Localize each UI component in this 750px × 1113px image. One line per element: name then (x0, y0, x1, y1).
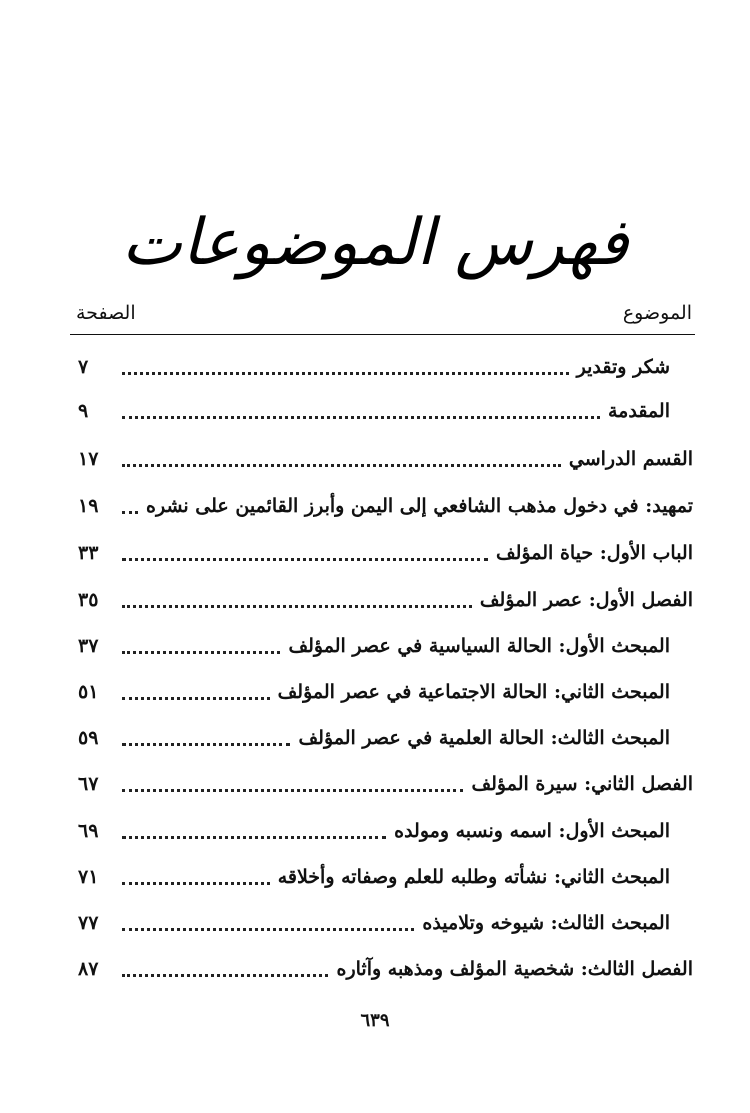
toc-entry (78, 442, 693, 476)
toc-entry-label: الباب الأول: حياة المؤلف (496, 542, 693, 564)
dot-leader (122, 651, 280, 654)
toc-entry-page: ٧ (78, 356, 89, 378)
page-number: ٦٣٩ (360, 1010, 390, 1031)
toc-entry-page: ٥٩ (78, 727, 99, 749)
dot-leader (122, 928, 414, 931)
toc-entry (78, 536, 693, 570)
dot-leader (122, 697, 270, 700)
toc-entry-page: ٧١ (78, 866, 99, 888)
toc-entry-label: المبحث الثالث: الحالة العلمية في عصر المؤلف (298, 727, 670, 749)
toc-entry-page: ٨٧ (78, 958, 99, 980)
toc-entry-label: المبحث الثاني: نشأته وطلبه للعلم وصفاته وأخلاقه (277, 866, 670, 888)
column-headers (60, 302, 692, 332)
toc-entry-label: المقدمة (607, 400, 670, 422)
toc-entry-label: القسم الدراسي (568, 448, 693, 470)
dot-leader (122, 372, 569, 375)
toc-entry (78, 394, 670, 428)
toc-entry (78, 860, 670, 894)
toc-entry-page: ٦٩ (78, 820, 99, 842)
toc-entry-label: شكر وتقدير (576, 356, 670, 378)
dot-leader (122, 464, 561, 467)
page-column-header: الصفحة (76, 302, 136, 324)
toc-entry-label: الفصل الثاني: سيرة المؤلف (471, 773, 693, 795)
toc-entry (78, 583, 693, 617)
toc-entry-label: المبحث الأول: اسمه ونسبه ومولده (394, 820, 670, 842)
toc-entry (78, 629, 670, 663)
dot-leader (122, 605, 472, 608)
dot-leader (122, 558, 488, 561)
toc-entry (78, 350, 670, 384)
toc-entry-page: ٦٧ (78, 773, 99, 795)
dot-leader (122, 511, 138, 514)
toc-entry-label: الفصل الثالث: شخصية المؤلف ومذهبه وآثاره (336, 958, 693, 980)
toc-entry (78, 952, 693, 986)
toc-entry (78, 721, 670, 755)
toc-entry (78, 906, 670, 940)
dot-leader (122, 974, 328, 977)
toc-entry-label: المبحث الأول: الحالة السياسية في عصر المؤلف (288, 635, 670, 657)
dot-leader (122, 416, 600, 419)
toc-entry-page: ٥١ (78, 681, 99, 703)
dot-leader (122, 882, 270, 885)
toc-entry-label: المبحث الثالث: شيوخه وتلاميذه (422, 912, 670, 934)
toc-entry-label: المبحث الثاني: الحالة الاجتماعية في عصر المؤلف (277, 681, 670, 703)
toc-entry (78, 675, 670, 709)
dot-leader (122, 743, 290, 746)
toc-entry-page: ٣٧ (78, 635, 99, 657)
toc-entry-page: ٣٣ (78, 542, 99, 564)
toc-entry (78, 767, 693, 801)
toc-entry (78, 814, 670, 848)
toc-entry-page: ٧٧ (78, 912, 99, 934)
toc-entry-page: ١٧ (78, 448, 99, 470)
toc-entry-page: ٣٥ (78, 589, 99, 611)
toc-entry-page: ١٩ (78, 495, 99, 517)
toc-entry-label: الفصل الأول: عصر المؤلف (479, 589, 693, 611)
header-divider (70, 334, 695, 335)
dot-leader (122, 789, 463, 792)
toc-entry-label: تمهيد: في دخول مذهب الشافعي إلى اليمن وأبرز القائمين على نشره (146, 495, 693, 517)
page-title: فهرس الموضوعات (121, 206, 629, 280)
toc-entry (78, 489, 693, 523)
topic-column-header: الموضوع (622, 302, 692, 324)
dot-leader (122, 836, 386, 839)
toc-entry-page: ٩ (78, 400, 89, 422)
